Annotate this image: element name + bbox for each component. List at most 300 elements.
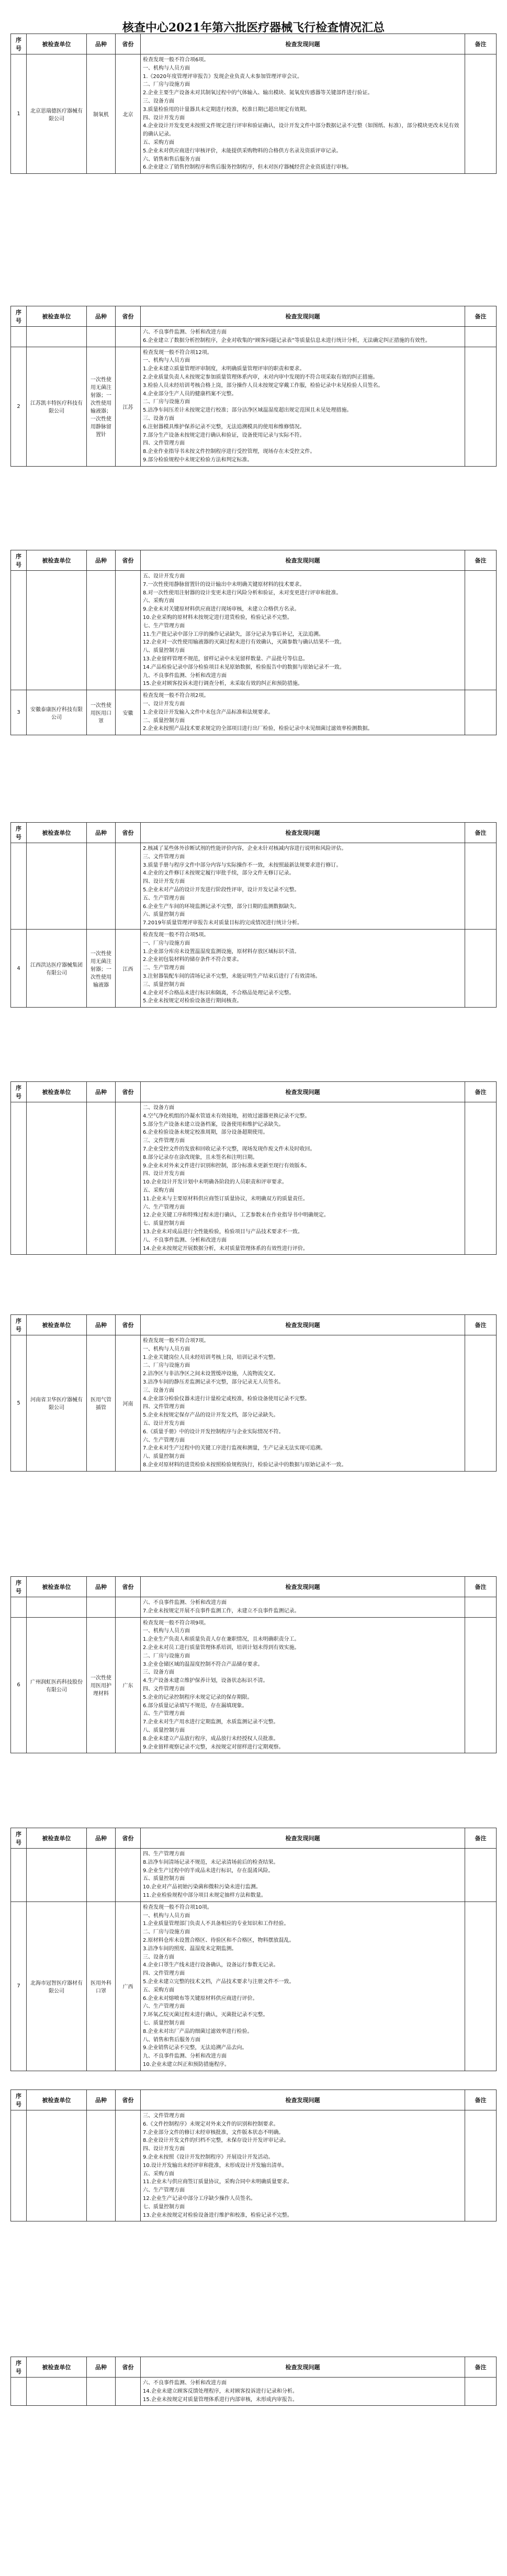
- issue-line: 六、不良事件监测、分析和改进方面: [143, 329, 227, 335]
- issue-line: 2.企业初包装材料的储存条件不符合要求。: [143, 957, 242, 963]
- issue-line: 五、采购方面: [143, 139, 174, 146]
- issue-line: 1.企业质量管理部门负责人不具备相应的专业知识和工作经验。: [143, 1921, 289, 1927]
- issue-line: 二、厂房与设施方面: [143, 1363, 190, 1369]
- issue-line: 7.一次性使用静脉留置针的设计输出中未明确关键原材料的技术要求。: [143, 581, 305, 588]
- header-note: 备注: [465, 2357, 497, 2378]
- header-product: 品种: [87, 2357, 116, 2378]
- issue-line: 3.注射器装配车间的清场记录不完整，未能证明生产结束后进行了有效清场。: [143, 973, 321, 979]
- issue-line: 三、设备方面: [143, 1387, 174, 1394]
- header-province: 省份: [116, 1082, 141, 1102]
- header-issues: 检查发现问题: [141, 1082, 465, 1102]
- table-block: [10, 1828, 496, 2071]
- issue-line: 10.企业未建立纠正和预防措施程序。: [143, 2061, 230, 2068]
- issue-line: 13.企业未对成品进行全性能检验，检验项目与产品技术要求不一致。: [143, 1229, 303, 1235]
- header-product: 品种: [87, 1315, 116, 1335]
- header-product: 品种: [87, 2090, 116, 2110]
- cell-issues: [141, 1335, 465, 1472]
- issue-line: 10.企业采购的原材料未按规定进行进货检验，检验记录不完整。: [143, 614, 292, 621]
- header-row: [11, 823, 497, 843]
- issue-line: 二、质量控制方面: [143, 717, 185, 724]
- header-note: 备注: [465, 1828, 497, 1849]
- inspection-table: [10, 1081, 497, 1255]
- table-row: [11, 1335, 497, 1472]
- header-unit: 被检查单位: [27, 1828, 87, 1849]
- issue-line: 8.企业设计开发文件的归档不完整，未保存设计开发评审记录。: [143, 2138, 289, 2144]
- table-block: [10, 822, 496, 1008]
- header-note: 备注: [465, 2090, 497, 2110]
- header-province: 省份: [116, 550, 141, 571]
- issue-line: 一、机构与人员方面: [143, 1912, 190, 1919]
- cell-unit: [27, 2110, 87, 2221]
- issue-line: 8.企业未对出厂产品的细菌过滤效率进行检验。: [143, 2028, 253, 2035]
- issue-line: 4.生产设备未建立维护保养计划，设备状态标识不清。: [143, 1678, 268, 1684]
- issue-line: 1.企业生产负责人和质量负责人存在兼职情况，且未明确职责分工。: [143, 1637, 300, 1643]
- header-product: 品种: [87, 823, 116, 843]
- header-no: 序号: [11, 34, 27, 54]
- issue-line: 6.《文件控制程序》未规定对外来文件的识别和控制要求。: [143, 2121, 279, 2127]
- issue-line: 2.核减了某些体外诊断试剂的性能评价内容，企业未针对核减内容进行说明和风险评估。: [143, 846, 347, 852]
- inspection-table: [10, 34, 497, 174]
- cell-product: [87, 1597, 116, 1618]
- cell-no: 2: [11, 347, 27, 466]
- header-note: 备注: [465, 823, 497, 843]
- header-product: 品种: [87, 1577, 116, 1597]
- issue-line: 12.企业生产记录中部分工序缺少操作人员签名。: [143, 2195, 256, 2202]
- header-unit: 被检查单位: [27, 1082, 87, 1102]
- cell-no: 1: [11, 54, 27, 174]
- issue-line: 四、文件管理方面: [143, 1686, 185, 1692]
- header-product: 品种: [87, 34, 116, 54]
- issue-line: 8.企业作业指导书未按文件控制程序进行受控管理，现场存在未受控文件。: [143, 449, 316, 455]
- issue-line: 五、生产管理方面: [143, 1711, 185, 1717]
- issue-line: 6.企业建立了数据分析控制程序，企业对收集的“顾客问题记录表”等质量信息未进行统计分析，无法确定纠正措施的有效性。: [143, 337, 431, 344]
- cell-product: 制氧机: [87, 54, 116, 174]
- issue-line: 14.企业未按规定开展数据分析，未对质量管理体系的有效性进行评价。: [143, 1245, 308, 1252]
- header-no: 序号: [11, 2090, 27, 2110]
- issue-line: 3.质量手册与程序文件中部分内容与实际操作不一致，未按照最新法规要求进行修订。: [143, 862, 342, 868]
- table-row: [11, 571, 497, 690]
- cell-issues: [141, 929, 465, 1007]
- cell-unit: [27, 327, 87, 347]
- issue-line: 2.企业质量负责人未按规定参加质量管理体系内审，未对内审中发现的不符合项采取有效的纠正措施。: [143, 374, 378, 380]
- cell-note: [465, 1901, 497, 2071]
- cell-product: 一次性使用无菌注射器；一次性使用输液器: [87, 929, 116, 1007]
- issue-line: 5.部分生产设备未建立设备档案，设备使用和维护记录缺失。: [143, 1121, 284, 1127]
- cell-product: [87, 327, 116, 347]
- header-row: [11, 2357, 497, 2378]
- header-unit: 被检查单位: [27, 2090, 87, 2110]
- issue-line: 一、机构与人员方面: [143, 1346, 190, 1352]
- issue-line: 2.洁净区与非洁净区之间未设置缓冲设施，人流物流交叉。: [143, 1371, 279, 1377]
- issue-line: 六、不良事件监测、分析和改进方面: [143, 1600, 227, 1606]
- issue-line: 9.企业未对外来文件进行识别和控制，部分标准未更新至现行有效版本。: [143, 1163, 310, 1169]
- table-row: [11, 327, 497, 347]
- issue-line: 七、质量控制方面: [143, 2204, 185, 2210]
- issue-line: 检查发现一般不符合项9项。: [143, 1620, 209, 1626]
- issue-line: 1.企业未建立质量管理评审制度，未明确质量管理评审的职责和要求。: [143, 366, 305, 372]
- issue-line: 10.企业设计开发计划中未明确各阶段的人员职责和评审要求。: [143, 1179, 287, 1186]
- issue-line: 11.企业未与主要原材料供应商签订质量协议，未明确双方的质量责任。: [143, 1196, 308, 1202]
- cell-unit: [27, 1849, 87, 1902]
- issue-line: 六、生产管理方面: [143, 2187, 185, 2194]
- issue-line: 15.企业对顾客投诉未进行调查分析，未采取有效的纠正和预防措施。: [143, 681, 303, 687]
- header-row: [11, 1577, 497, 1597]
- cell-issues: [141, 347, 465, 466]
- cell-note: [465, 1597, 497, 1618]
- cell-province: 北京: [116, 54, 141, 174]
- issue-line: 九、不良事件监测、分析和改进方面: [143, 2053, 227, 2060]
- header-issues: 检查发现问题: [141, 2090, 465, 2110]
- table-row: [11, 1849, 497, 1902]
- cell-note: [465, 690, 497, 735]
- header-issues: 检查发现问题: [141, 823, 465, 843]
- issue-line: 11.企业未与供应商签订质量协议，采购合同中未明确质量要求。: [143, 2179, 292, 2185]
- header-note: 备注: [465, 1315, 497, 1335]
- issue-line: 2.原材料仓库未设置合格区、待验区和不合格区，物料摆放混乱。: [143, 1937, 295, 1943]
- header-no: 序号: [11, 306, 27, 327]
- issue-line: 三、设备方面: [143, 1670, 174, 1676]
- issue-line: 5.洁净车间压差计未按规定进行校准；部分洁净区域温湿度超出规定范围且未见处理措施。: [143, 407, 352, 414]
- issue-line: 5.企业未对产品的设计开发进行阶段性评审，设计开发记录不完整。: [143, 887, 300, 893]
- issue-line: 七、质量控制方面: [143, 1221, 185, 1227]
- header-row: [11, 2090, 497, 2110]
- issue-line: 四、文件管理方面: [143, 440, 185, 447]
- issue-line: 三、设备方面: [143, 415, 174, 422]
- issue-line: 三、设备方面: [143, 98, 174, 104]
- issue-line: 7.企业未按规定开展不良事件监测工作，未建立不良事件监测记录。: [143, 1608, 300, 1614]
- header-province: 省份: [116, 2090, 141, 2110]
- header-issues: 检查发现问题: [141, 1315, 465, 1335]
- issue-line: 二、厂房与设施方面: [143, 1929, 190, 1936]
- issue-line: 1.《2020年度管理评审报告》发现企业负责人未参加管理评审会议。: [143, 73, 302, 80]
- header-unit: 被检查单位: [27, 306, 87, 327]
- inspection-table: [10, 2089, 497, 2221]
- issue-line: 14.产品检验记录中部分检验项目未见原始数据，检验报告中的数据与原始记录不一致。: [143, 664, 345, 670]
- cell-unit: [27, 1102, 87, 1255]
- table-row: [11, 1102, 497, 1255]
- table-row: [11, 1617, 497, 1753]
- cell-note: [465, 1617, 497, 1753]
- cell-issues: [141, 1849, 465, 1902]
- header-province: 省份: [116, 1315, 141, 1335]
- issue-line: 五、质量控制方面: [143, 1876, 185, 1882]
- issue-line: 13.企业未按规定对检验设备进行维护和校准，检验记录不完整。: [143, 2212, 292, 2218]
- issue-line: 7.企业受控文件的发放和回收记录不完整，现场发现作废文件未及时收回。: [143, 1146, 316, 1152]
- issue-line: 4.企业对不合格品未进行标识和隔离，不合格品处理记录不完整。: [143, 990, 295, 996]
- header-issues: 检查发现问题: [141, 34, 465, 54]
- issue-line: 四、文件管理方面: [143, 1971, 185, 1977]
- cell-unit: [27, 2378, 87, 2406]
- cell-unit: 安徽泰康医疗科技有限公司: [27, 690, 87, 735]
- issue-line: 八、销售和售后服务方面: [143, 2037, 200, 2043]
- cell-note: [465, 327, 497, 347]
- issue-line: 15.企业未按规定对质量管理体系进行内部审核，未形成内审报告。: [143, 2396, 298, 2403]
- header-product: 品种: [87, 1828, 116, 1849]
- issue-line: 9.企业留样观察记录不完整，未按规定对留样进行定期观察。: [143, 1744, 284, 1750]
- header-unit: 被检查单位: [27, 1577, 87, 1597]
- header-province: 省份: [116, 2357, 141, 2378]
- table-row: [11, 1901, 497, 2071]
- issue-line: 7.企业未对生产用水进行定期监测，水质监测记录不完整。: [143, 1719, 279, 1726]
- cell-note: [465, 1335, 497, 1472]
- cell-no: 3: [11, 690, 27, 735]
- issue-line: 五、采购方面: [143, 1987, 174, 1993]
- header-no: 序号: [11, 550, 27, 571]
- cell-note: [465, 2378, 497, 2406]
- header-province: 省份: [116, 34, 141, 54]
- cell-no: [11, 2378, 27, 2406]
- issue-line: 8.企业未建立产品放行程序，成品放行未经授权人员批准。: [143, 1735, 279, 1742]
- issue-line: 五、采购方面: [143, 1187, 174, 1193]
- cell-unit: [27, 1597, 87, 1618]
- issue-line: 9.企业销售记录不完整，无法追溯产品去向。: [143, 2045, 247, 2051]
- cell-product: [87, 1102, 116, 1255]
- issue-line: 七、质量控制方面: [143, 2020, 185, 2026]
- header-unit: 被检查单位: [27, 34, 87, 54]
- issue-line: 五、生产管理方面: [143, 895, 185, 901]
- issue-line: 一、设计开发方面: [143, 701, 185, 707]
- issue-line: 八、质量控制方面: [143, 1727, 185, 1733]
- header-note: 备注: [465, 1082, 497, 1102]
- cell-province: [116, 571, 141, 690]
- issue-line: 四、设计开发方面: [143, 115, 185, 121]
- table-block: [10, 306, 496, 467]
- cell-note: [465, 2110, 497, 2221]
- issue-line: 八、不良事件监测、分析和改进方面: [143, 1237, 227, 1243]
- table-block: [10, 34, 496, 174]
- cell-no: 5: [11, 1335, 27, 1472]
- cell-no: [11, 571, 27, 690]
- issue-line: 二、厂房与设施方面: [143, 399, 190, 405]
- issue-line: 九、不良事件监测、分析和改进方面: [143, 672, 227, 679]
- cell-note: [465, 929, 497, 1007]
- issue-line: 二、生产管理方面: [143, 965, 185, 971]
- issue-line: 三、文件管理方面: [143, 2113, 185, 2119]
- issue-line: 六、生产管理方面: [143, 1204, 185, 1210]
- issue-line: 3.检验人员未经培训考核合格上岗，部分操作人员未按规定穿戴工作服，检验记录中未见检验人员签名。: [143, 382, 384, 389]
- cell-issues: [141, 327, 465, 347]
- issue-line: 1.企业关键岗位人员未经培训考核上岗，培训记录不完整。: [143, 1354, 279, 1361]
- issue-line: 三、设备方面: [143, 1954, 174, 1960]
- header-note: 备注: [465, 306, 497, 327]
- issue-line: 一、机构与人员方面: [143, 65, 190, 71]
- issue-line: 5.企业未按规定对检验设备进行期间核查。: [143, 998, 242, 1004]
- issue-line: 10.设计开发输出未经评审和批准，未形成设计开发输出清单。: [143, 2162, 287, 2169]
- table-row: [11, 2378, 497, 2406]
- header-note: 备注: [465, 1577, 497, 1597]
- issue-line: 1.企业部分库房未设置温湿度监测设施，原材料存放区域标识不清。: [143, 948, 300, 955]
- inspection-table: [10, 550, 497, 735]
- cell-issues: [141, 1901, 465, 2071]
- issue-line: 4.企业部分生产人员的健康档案不完整。: [143, 391, 237, 397]
- issue-line: 八、质量控制方面: [143, 1454, 185, 1460]
- cell-product: 一次性使用医用护理材料: [87, 1617, 116, 1753]
- issue-line: 6.企业未对熔喷布等关键原材料供应商进行评价。: [143, 1995, 258, 2002]
- issue-line: 五、采购方面: [143, 2171, 174, 2177]
- issue-line: 3.质量检验用的计量器具未定期进行校准，校准日期已超出规定有效期。: [143, 106, 310, 113]
- header-row: [11, 1828, 497, 1849]
- cell-unit: 北京思瑞德医疗器械有限公司: [27, 54, 87, 174]
- issue-line: 4.空气净化机组的冷凝水管道未有效接地，初效过滤器更换记录不完整。: [143, 1113, 310, 1119]
- cell-unit: 河南省卫华医疗器械有限公司: [27, 1335, 87, 1472]
- cell-note: [465, 843, 497, 930]
- issue-line: 8.对一次性使用注射器的设计变更未进行风险分析和验证，未对变更进行评审和批准。: [143, 590, 342, 596]
- issue-line: 6.企业建立了销售控制程序和售后服务控制程序，但未对医疗器械经营企业资质进行审核。: [143, 164, 352, 171]
- table-row: [11, 929, 497, 1007]
- issue-line: 12.企业关键工序和特殊过程未进行确认，工艺参数未在作业指导书中明确规定。: [143, 1212, 329, 1219]
- header-no: 序号: [11, 1828, 27, 1849]
- cell-product: 医用外科口罩: [87, 1901, 116, 2071]
- inspection-table: [10, 1828, 497, 2071]
- issue-line: 五、设计开发方面: [143, 573, 185, 579]
- cell-issues: [141, 2378, 465, 2406]
- issue-line: 9.企业未按照《设计开发控制程序》开展设计开发活动。: [143, 2154, 274, 2160]
- issue-line: 六、采购方面: [143, 598, 174, 604]
- cell-unit: 广州润虹医药科技股份有限公司: [27, 1617, 87, 1753]
- header-issues: 检查发现问题: [141, 1828, 465, 1849]
- issue-line: 8.企业对原材料的进货检验未按照检验规程执行，检验记录中的数据与原始记录不一致。: [143, 1462, 347, 1468]
- issue-line: 6.注射器模具维护保养记录不完整，无法追溯模具的使用和维修情况。: [143, 424, 305, 430]
- issue-line: 11.企业检验规程中部分项目未规定抽样方法和数量。: [143, 1892, 266, 1898]
- cell-note: [465, 54, 497, 174]
- cell-product: 一次性使用无菌注射器；一次性使用输液器；一次性使用静脉留置针: [87, 347, 116, 466]
- header-product: 品种: [87, 1082, 116, 1102]
- table-row: [11, 2110, 497, 2221]
- issue-line: 3.洁净车间的照度、温湿度未定期监测。: [143, 1945, 237, 1952]
- issue-line: 检查发现一般不符合项6项。: [143, 57, 209, 63]
- cell-issues: [141, 54, 465, 174]
- inspection-table: [10, 822, 497, 1008]
- cell-no: 4: [11, 929, 27, 1007]
- issue-line: 四、设计开发方面: [143, 879, 185, 885]
- issue-line: 2.企业未按照产品技术要求规定的全部项目进行出厂检验，检验记录中未见细菌过滤效率检测数据。: [143, 726, 373, 732]
- header-province: 省份: [116, 823, 141, 843]
- cell-no: 6: [11, 1617, 27, 1753]
- issue-line: 八、质量控制方面: [143, 648, 185, 654]
- cell-unit: 江西洪达医疗器械集团有限公司: [27, 929, 87, 1007]
- cell-province: 河南: [116, 1335, 141, 1472]
- issue-line: 四、设计开发方面: [143, 2146, 185, 2152]
- issue-line: 11.生产批记录中部分工序的操作记录缺失，部分记录为事后补记，无法追溯。: [143, 631, 324, 637]
- issue-line: 检查发现一般不符合项7项。: [143, 1338, 209, 1344]
- issue-line: 七、生产管理方面: [143, 623, 185, 629]
- issue-line: 六、生产管理方面: [143, 2004, 185, 2010]
- cell-note: [465, 1102, 497, 1255]
- issue-line: 5.企业未对供应商进行审核评价，未能提供采购物料的合格供方名录及资质评审记录。: [143, 148, 342, 154]
- header-row: [11, 1315, 497, 1335]
- issue-line: 8.部分记录存在涂改现象，且未签名和注明日期。: [143, 1154, 258, 1160]
- issue-line: 8.洁净车间清场记录不规范，未记录清场前后的检查结果。: [143, 1859, 279, 1865]
- header-no: 序号: [11, 1082, 27, 1102]
- cell-unit: 江苏凯丰特医疗科技有限公司: [27, 347, 87, 466]
- table-block: [10, 1081, 496, 1255]
- header-province: 省份: [116, 1577, 141, 1597]
- header-province: 省份: [116, 306, 141, 327]
- issue-line: 二、厂房与设施方面: [143, 1653, 190, 1659]
- header-product: 品种: [87, 306, 116, 327]
- header-product: 品种: [87, 550, 116, 571]
- issue-line: 五、设计开发方面: [143, 1420, 185, 1427]
- header-unit: 被检查单位: [27, 823, 87, 843]
- issue-line: 二、厂房与设施方面: [143, 82, 190, 88]
- issue-line: 6.部分质量记录填写不规范，存在漏填现象。: [143, 1702, 247, 1709]
- issue-line: 六、质量控制方面: [143, 912, 185, 918]
- cell-unit: [27, 571, 87, 690]
- issue-line: 4.企业口罩生产线未进行设备确认，设备运行参数无记录。: [143, 1962, 279, 1969]
- cell-product: [87, 1849, 116, 1902]
- header-unit: 被检查单位: [27, 550, 87, 571]
- cell-no: [11, 1102, 27, 1255]
- cell-issues: [141, 843, 465, 930]
- table-row: [11, 347, 497, 466]
- cell-no: [11, 2110, 27, 2221]
- cell-product: [87, 571, 116, 690]
- cell-issues: [141, 2110, 465, 2221]
- cell-province: 安徽: [116, 690, 141, 735]
- header-row: [11, 306, 497, 327]
- document-title: 核查中心2021年第六批医疗器械飞行检查情况汇总: [122, 21, 385, 35]
- issue-line: 6.企业检验设备未规定校准周期，部分设备超期使用。: [143, 1130, 268, 1136]
- cell-province: [116, 327, 141, 347]
- issue-line: 4.企业设计开发变更未按照文件规定进行评审和验证确认，设计开发文件中部分数据记录不完整（如图纸、标准），部分模块更改未见有效的确认记录。: [143, 123, 459, 138]
- issue-line: 六、生产管理方面: [143, 1437, 185, 1443]
- issue-line: 5.企业未建立完整的技术文档，产品技术要求与注册文件不一致。: [143, 1978, 295, 1985]
- cell-product: [87, 843, 116, 930]
- cell-province: 江苏: [116, 347, 141, 466]
- cell-province: 广东: [116, 1617, 141, 1753]
- inspection-table: [10, 306, 497, 467]
- issue-line: 7.部分生产设备未按规定进行确认和验证，设备使用记录与实际不符。: [143, 432, 305, 438]
- inspection-table: [10, 1314, 497, 1472]
- table-row: [11, 843, 497, 930]
- issue-line: 检查发现一般不符合项10项。: [143, 1904, 212, 1910]
- header-unit: 被检查单位: [27, 2357, 87, 2378]
- issue-line: 10.企业对产品初始污染菌和微粒污染未进行监测。: [143, 1884, 261, 1890]
- issue-line: 三、质量控制方面: [143, 981, 185, 988]
- issue-line: 3.洁净车间的静压差监测记录不完整，部分记录无人员签名。: [143, 1379, 284, 1385]
- header-row: [11, 550, 497, 571]
- cell-product: 医用气管插管: [87, 1335, 116, 1472]
- cell-no: [11, 1849, 27, 1902]
- issue-line: 检查发现一般不符合项2项。: [143, 693, 209, 699]
- header-issues: 检查发现问题: [141, 1577, 465, 1597]
- cell-no: [11, 327, 27, 347]
- issue-line: 六、不良事件监测、分析和改进方面: [143, 2380, 227, 2386]
- table-row: [11, 54, 497, 174]
- cell-note: [465, 571, 497, 690]
- cell-no: 7: [11, 1901, 27, 2071]
- header-no: 序号: [11, 1577, 27, 1597]
- issue-line: 四、文件管理方面: [143, 1404, 185, 1410]
- issue-line: 1.企业设计开发输入文件中未包含产品标准和法规要求。: [143, 709, 274, 715]
- issue-line: 13.企业留样管理不规范，留样记录中未见留样数量、产品批号等信息。: [143, 656, 308, 662]
- issue-line: 7.环氧乙烷灭菌过程未进行确认，灭菌批记录不完整。: [143, 2012, 268, 2018]
- issue-line: 7.2019年质量管理评审报告未对质量目标的完成情况进行统计分析。: [143, 920, 302, 926]
- header-no: 序号: [11, 2357, 27, 2378]
- header-note: 备注: [465, 550, 497, 571]
- issue-line: 四、生产管理方面: [143, 1851, 185, 1857]
- table-block: [10, 550, 496, 735]
- header-note: 备注: [465, 34, 497, 54]
- cell-province: [116, 843, 141, 930]
- cell-product: [87, 2378, 116, 2406]
- issue-line: 6.《质量手册》中的设计开发控制程序与企业实际情况不符。: [143, 1429, 284, 1435]
- cell-issues: [141, 1597, 465, 1618]
- issue-line: 5.企业的记录控制程序未规定记录的保存期限。: [143, 1694, 253, 1700]
- issue-line: 9.企业未对关键原材料供应商进行现场审核，未建立合格供方名录。: [143, 606, 300, 613]
- cell-no: [11, 1597, 27, 1618]
- issue-line: 4.企业的文件修订未按规定履行审批手续，部分文件无修订记录。: [143, 870, 295, 877]
